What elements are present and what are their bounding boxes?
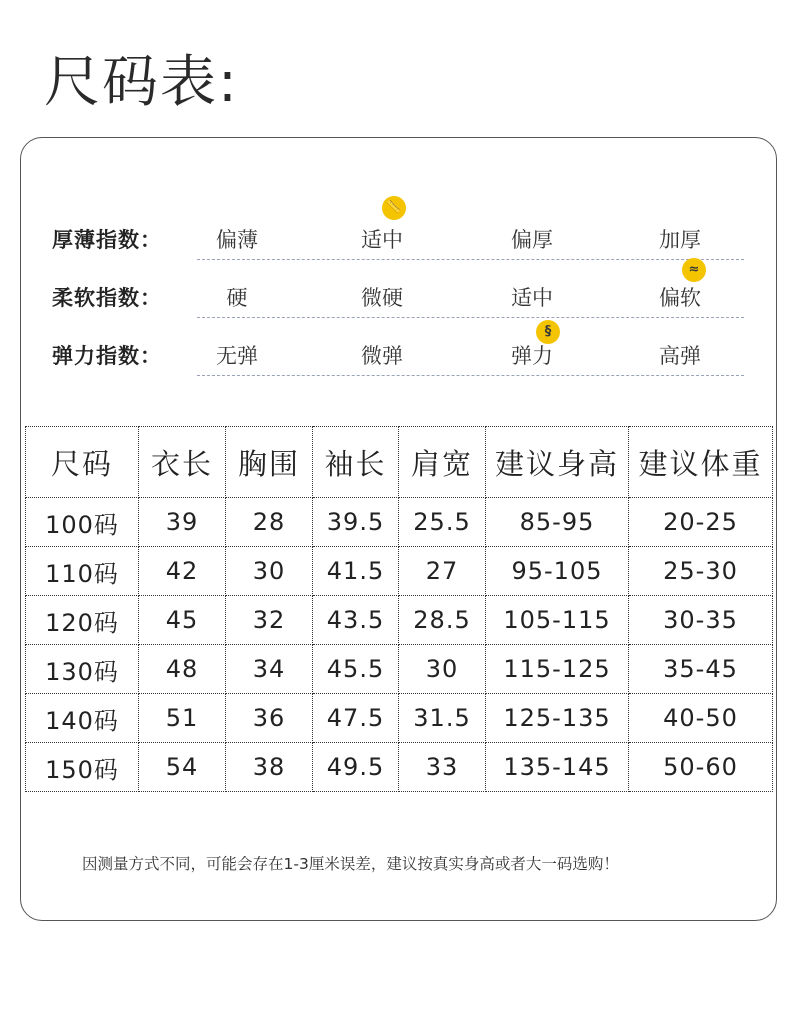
table-cell: 43.5	[313, 596, 399, 645]
table-cell: 125-135	[486, 694, 629, 743]
size-table	[25, 426, 773, 792]
table-cell: 50-60	[629, 743, 773, 792]
table-row	[26, 596, 773, 645]
measurement-note: 因测量方式不同，可能会存在1-3厘米误差，建议按真实身高或者大一码选购！	[82, 855, 619, 873]
table-cell: 115-125	[486, 645, 629, 694]
thickness-option: 适中	[361, 228, 403, 252]
table-cell: 140码	[26, 694, 139, 743]
table-cell: 32	[226, 596, 313, 645]
header-size: 尺码	[26, 427, 139, 498]
table-cell: 33	[399, 743, 486, 792]
softness-option: 微硬	[361, 286, 403, 310]
table-row	[26, 743, 773, 792]
table-cell: 45	[139, 596, 226, 645]
table-cell: 27	[399, 547, 486, 596]
thickness-option: 偏薄	[216, 228, 258, 252]
header-sleeve: 袖长	[313, 427, 399, 498]
table-cell: 31.5	[399, 694, 486, 743]
header-height: 建议身高	[486, 427, 629, 498]
table-cell: 135-145	[486, 743, 629, 792]
elasticity-index-row	[52, 324, 744, 374]
table-cell: 28.5	[399, 596, 486, 645]
elasticity-index-label: 弹力指数：	[52, 344, 162, 368]
table-cell: 38	[226, 743, 313, 792]
table-cell: 45.5	[313, 645, 399, 694]
dashed-divider	[197, 375, 744, 376]
table-cell: 100码	[26, 498, 139, 547]
table-cell: 54	[139, 743, 226, 792]
table-cell: 130码	[26, 645, 139, 694]
table-cell: 105-115	[486, 596, 629, 645]
table-cell: 85-95	[486, 498, 629, 547]
table-cell: 40-50	[629, 694, 773, 743]
table-cell: 110码	[26, 547, 139, 596]
elasticity-option: 微弹	[361, 344, 403, 368]
table-cell: 51	[139, 694, 226, 743]
table-cell: 30-35	[629, 596, 773, 645]
table-cell: 42	[139, 547, 226, 596]
table-cell: 39	[139, 498, 226, 547]
table-cell: 47.5	[313, 694, 399, 743]
table-cell: 35-45	[629, 645, 773, 694]
table-row	[26, 694, 773, 743]
softness-option: 硬	[226, 286, 248, 310]
table-cell: 48	[139, 645, 226, 694]
elasticity-option: 弹力	[511, 344, 553, 368]
softness-option: 适中	[511, 286, 553, 310]
softness-index-row	[52, 262, 744, 316]
table-cell: 28	[226, 498, 313, 547]
elasticity-option: 无弹	[216, 344, 258, 368]
table-cell: 49.5	[313, 743, 399, 792]
table-cell: 150码	[26, 743, 139, 792]
header-chest: 胸围	[226, 427, 313, 498]
spring-icon: §	[536, 320, 560, 344]
table-cell: 30	[226, 547, 313, 596]
table-row	[26, 498, 773, 547]
table-cell: 41.5	[313, 547, 399, 596]
wave-icon: ≈	[682, 258, 706, 282]
dashed-divider	[197, 317, 744, 318]
thickness-index-row	[52, 200, 744, 258]
thickness-index-label: 厚薄指数：	[52, 228, 162, 252]
ruler-icon: 📏	[382, 196, 406, 220]
header-length: 衣长	[139, 427, 226, 498]
table-cell: 20-25	[629, 498, 773, 547]
page-title: 尺码表:	[44, 50, 239, 115]
table-row	[26, 645, 773, 694]
header-weight: 建议体重	[629, 427, 773, 498]
table-cell: 39.5	[313, 498, 399, 547]
header-shoulder: 肩宽	[399, 427, 486, 498]
table-cell: 34	[226, 645, 313, 694]
table-cell: 95-105	[486, 547, 629, 596]
table-cell: 25.5	[399, 498, 486, 547]
table-header-row	[26, 427, 773, 498]
dashed-divider	[197, 259, 744, 260]
thickness-option: 偏厚	[511, 228, 553, 252]
table-row	[26, 547, 773, 596]
table-cell: 30	[399, 645, 486, 694]
elasticity-option: 高弹	[659, 344, 701, 368]
softness-option: 偏软	[659, 286, 701, 310]
table-cell: 36	[226, 694, 313, 743]
table-cell: 120码	[26, 596, 139, 645]
thickness-option: 加厚	[659, 228, 701, 252]
table-cell: 25-30	[629, 547, 773, 596]
softness-index-label: 柔软指数：	[52, 286, 162, 310]
